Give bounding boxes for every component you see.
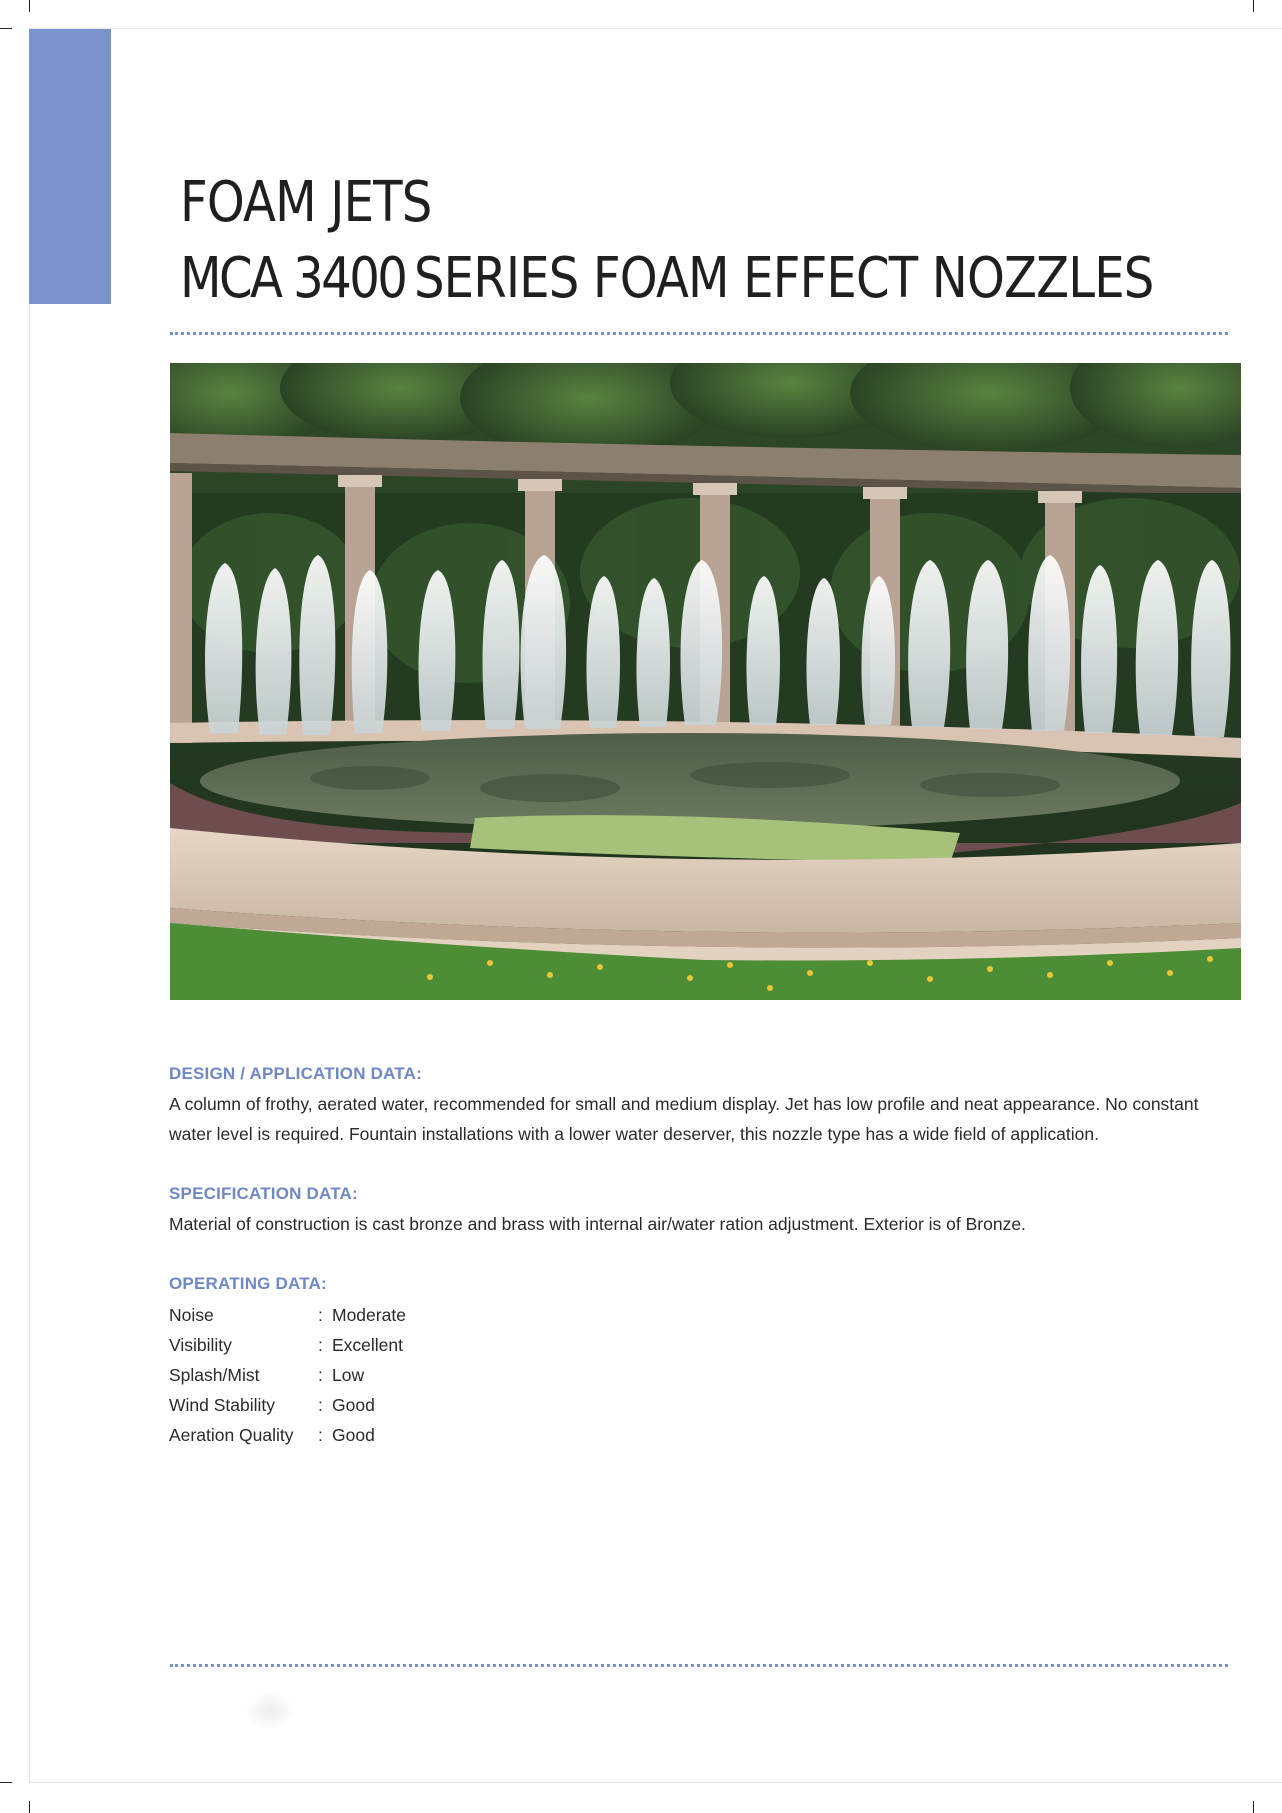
fountain-photo (170, 363, 1241, 1000)
model-number: MCA 3400 (180, 246, 406, 311)
operating-label: Wind Stability (169, 1395, 276, 1415)
operating-label: Visibility (169, 1335, 232, 1355)
specification-text: Material of construction is cast bronze and brass with internal air/water ration adjustment. Exterior is of Bronze. (169, 1214, 1026, 1234)
operating-value: Good (332, 1425, 375, 1445)
page-title: FOAM JETS (180, 170, 432, 235)
operating-value: Low (332, 1365, 365, 1385)
page-edge (29, 1782, 1282, 1783)
operating-value: Excellent (332, 1335, 404, 1355)
divider (170, 332, 1228, 335)
faint-mark (245, 1692, 295, 1730)
separator: : (318, 1395, 323, 1415)
operating-value: Good (332, 1395, 375, 1415)
operating-row-noise (169, 1300, 569, 1330)
page-edge (29, 28, 1282, 29)
operating-label: Splash/Mist (169, 1365, 260, 1385)
separator: : (318, 1425, 323, 1445)
specification-heading: SPECIFICATION DATA: (169, 1184, 358, 1203)
operating-heading: OPERATING DATA: (169, 1274, 327, 1293)
separator: : (318, 1335, 323, 1355)
operating-row-wind (169, 1390, 569, 1420)
crop-mark (0, 28, 12, 29)
divider (170, 1664, 1228, 1667)
operating-row-splash (169, 1360, 569, 1390)
crop-mark (1253, 1801, 1254, 1813)
separator: : (318, 1365, 323, 1385)
design-heading: DESIGN / APPLICATION DATA: (169, 1064, 422, 1083)
operating-value: Moderate (332, 1305, 406, 1325)
design-text: A column of frothy, aerated water, recommended for small and medium display. Jet has low profile and neat appearance. No constant water level is required. Fountain installations with a lower water deserver, this nozzle type has a wide field of application. (169, 1094, 1199, 1144)
separator: : (318, 1305, 323, 1325)
crop-mark (29, 0, 30, 12)
operating-row-aeration (169, 1420, 569, 1450)
operating-row-visibility (169, 1330, 569, 1360)
operating-label: Aeration Quality (169, 1425, 294, 1445)
crop-mark (0, 1782, 12, 1783)
crop-mark (1253, 0, 1254, 12)
crop-mark (29, 1801, 30, 1813)
series-name: SERIES FOAM EFFECT NOZZLES (413, 246, 1154, 311)
page-subtitle (180, 246, 1154, 311)
operating-label: Noise (169, 1305, 214, 1325)
accent-bar (29, 29, 111, 304)
